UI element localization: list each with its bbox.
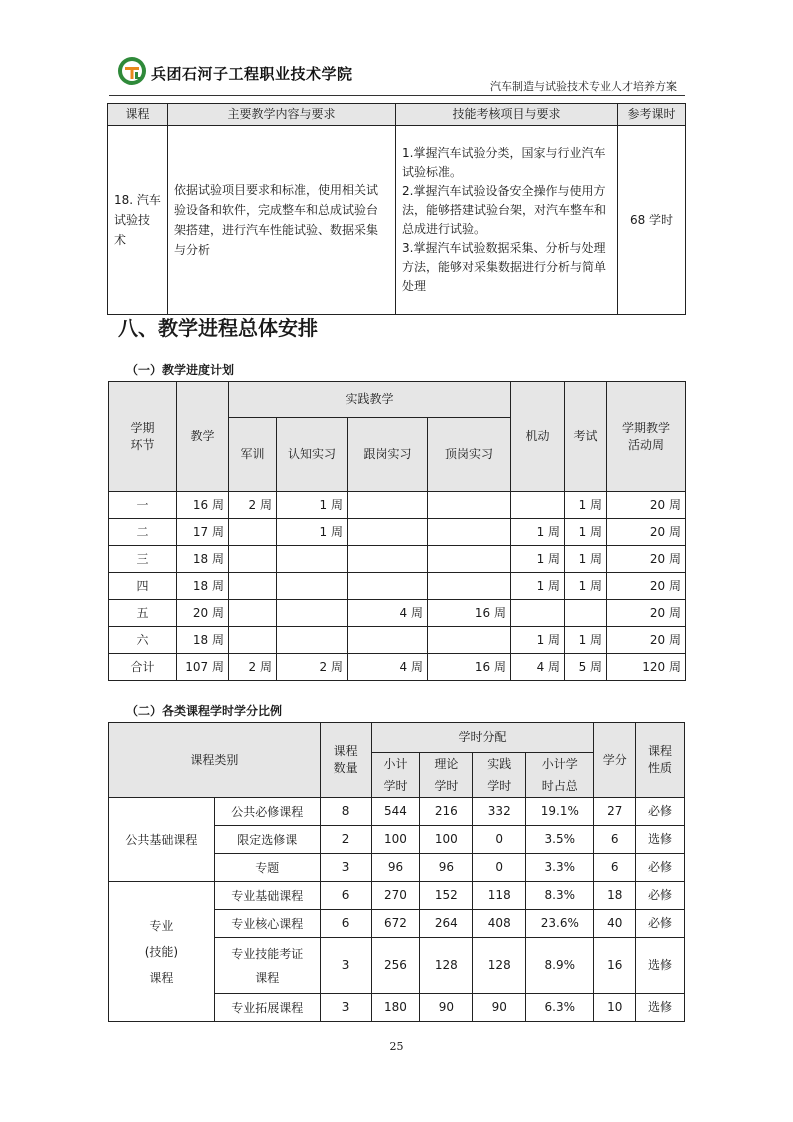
header-flex: 机动 [511,382,565,492]
table-cell: 20 周 [607,492,686,519]
header-follow: 跟岗实习 [348,418,428,492]
table-cell [229,546,277,573]
table-row [109,600,686,627]
table-cell: 3 [320,994,371,1022]
table-cell: 16 周 [428,600,511,627]
table-cell: 五 [109,600,177,627]
table-cell: 8.9% [526,938,594,994]
table-cell [511,600,565,627]
header-subtotal: 小计 学时 [371,753,420,798]
table-cell: 90 [420,994,473,1022]
table-cell: 672 [371,910,420,938]
table-cell: 1 周 [565,492,607,519]
table-cell: 一 [109,492,177,519]
table-row [108,126,686,315]
table-cell: 必修 [636,910,685,938]
table-cell: 四 [109,573,177,600]
table-cell: 8.3% [526,882,594,910]
header-practice-hours: 实践 学时 [473,753,526,798]
table-cell: 1 周 [277,519,348,546]
header-cell: 课程 [108,104,168,126]
table-cell: 6.3% [526,994,594,1022]
table-cell: 40 [594,910,636,938]
table-cell: 二 [109,519,177,546]
table-row [109,627,686,654]
course-hours: 68 学时 [618,126,686,315]
table-cell [428,519,511,546]
table-cell: 合计 [109,654,177,681]
header-category: 课程类别 [109,723,321,798]
table-cell: 2 周 [229,654,277,681]
header-practice: 实践教学 [229,382,511,418]
table-cell [229,600,277,627]
table-cell [277,573,348,600]
table-cell: 专业拓展课程 [214,994,320,1022]
table-cell: 0 [473,854,526,882]
table-cell: 1 周 [511,519,565,546]
table-cell: 16 [594,938,636,994]
header-teaching: 教学 [177,382,229,492]
table-cell: 96 [371,854,420,882]
table-row [109,573,686,600]
table-cell: 100 [371,826,420,854]
table-cell: 必修 [636,882,685,910]
table-cell: 1 周 [565,573,607,600]
table-cell: 4 周 [348,654,428,681]
table-cell: 6 [320,910,371,938]
table-cell: 4 周 [511,654,565,681]
table-cell [428,627,511,654]
page-number: 25 [389,1040,404,1053]
table-cell: 544 [371,798,420,826]
table-cell: 17 周 [177,519,229,546]
table-cell: 3 [320,938,371,994]
table-cell: 96 [420,854,473,882]
table-cell: 23.6% [526,910,594,938]
table-cell: 264 [420,910,473,938]
table-cell: 1 周 [565,546,607,573]
header-credit: 学分 [594,723,636,798]
header-theory: 理论 学时 [420,753,473,798]
header-cell: 技能考核项目与要求 [396,104,618,126]
table-cell [348,519,428,546]
table-cell: 0 [473,826,526,854]
header-ratio: 小计学 时占总 [526,753,594,798]
table-cell: 120 周 [607,654,686,681]
table-cell [229,627,277,654]
table-cell: 1 周 [511,627,565,654]
table-cell [229,519,277,546]
table-cell: 118 [473,882,526,910]
table-cell [277,600,348,627]
schedule-body [109,492,686,681]
table-cell: 256 [371,938,420,994]
credit-table [108,722,685,1022]
table-cell [428,546,511,573]
table-cell: 6 [320,882,371,910]
table-cell: 332 [473,798,526,826]
subsection-title: （一）教学进度计划 [126,363,235,377]
table-cell: 18 [594,882,636,910]
table-cell: 408 [473,910,526,938]
table-cell: 公共必修课程 [214,798,320,826]
table-cell: 20 周 [607,519,686,546]
header-term: 学期 环节 [109,382,177,492]
table-cell [348,573,428,600]
table-cell: 18 周 [177,573,229,600]
table-cell: 1 周 [565,519,607,546]
table-cell: 专业基础课程 [214,882,320,910]
table-cell: 152 [420,882,473,910]
table-cell [348,627,428,654]
table-cell: 1 周 [565,627,607,654]
category-group: 公共基础课程 [109,798,215,882]
table-cell: 1 周 [511,546,565,573]
school-name: 兵团石河子工程职业技术学院 [151,65,353,83]
table-cell: 3.5% [526,826,594,854]
table-cell: 2 [320,826,371,854]
table-cell [277,546,348,573]
table-cell: 20 周 [607,546,686,573]
table-cell [565,600,607,627]
table-cell: 18 周 [177,546,229,573]
table-row [109,654,686,681]
table-cell: 4 周 [348,600,428,627]
page-header [109,54,685,96]
course-table [107,103,686,315]
table-row [109,546,686,573]
school-logo-icon [117,56,147,86]
table-cell: 限定选修课 [214,826,320,854]
table-cell: 90 [473,994,526,1022]
table-cell [348,546,428,573]
table-cell: 10 [594,994,636,1022]
section-title: 八、教学进程总体安排 [118,316,318,340]
table-cell: 专业技能考证 课程 [214,938,320,994]
header-cell: 参考课时 [618,104,686,126]
table-cell: 180 [371,994,420,1022]
table-cell: 20 周 [607,600,686,627]
table-cell: 3 [320,854,371,882]
header-military: 军训 [229,418,277,492]
header-weeks: 学期教学 活动周 [607,382,686,492]
table-cell: 必修 [636,798,685,826]
table-cell: 必修 [636,854,685,882]
credit-body [109,798,685,1022]
header-count: 课程 数量 [320,723,371,798]
header-dist: 学时分配 [371,723,594,753]
header-exam: 考试 [565,382,607,492]
course-content: 依据试验项目要求和标准，使用相关试验设备和软件，完成整车和总成试验台架搭建，进行汽车性能试验、数据采集与分析 [168,126,396,315]
table-cell: 5 周 [565,654,607,681]
table-row [109,798,685,826]
table-cell: 216 [420,798,473,826]
table-cell: 16 周 [177,492,229,519]
table-cell: 20 周 [607,573,686,600]
table-cell: 选修 [636,994,685,1022]
course-name: 18. 汽车试验技术 [108,126,168,315]
table-cell: 100 [420,826,473,854]
table-cell: 18 周 [177,627,229,654]
header-nature: 课程 性质 [636,723,685,798]
table-cell [229,573,277,600]
table-row [109,882,685,910]
table-header-row [108,104,686,126]
table-cell [277,627,348,654]
table-cell: 20 周 [177,600,229,627]
header-cell: 主要教学内容与要求 [168,104,396,126]
table-cell [428,492,511,519]
table-cell: 128 [473,938,526,994]
course-skills: 1.掌握汽车试验分类，国家与行业汽车试验标准。 2.掌握汽车试验设备安全操作与使用方法，能够搭建试验台架，对汽车整车和总成进行试验。 3.掌握汽车试验数据采集、分析与处理方法，能够对采集数据进行分析与简单处理 [396,126,618,315]
schedule-table [108,381,686,681]
table-cell [428,573,511,600]
table-row [109,519,686,546]
table-cell: 2 周 [229,492,277,519]
table-cell [511,492,565,519]
table-cell: 选修 [636,826,685,854]
table-cell: 16 周 [428,654,511,681]
table-cell: 六 [109,627,177,654]
table-cell: 20 周 [607,627,686,654]
table-cell: 107 周 [177,654,229,681]
table-cell: 专题 [214,854,320,882]
table-cell: 3.3% [526,854,594,882]
header-cognition: 认知实习 [277,418,348,492]
table-cell: 27 [594,798,636,826]
category-group: 专业 (技能) 课程 [109,882,215,1022]
table-cell: 选修 [636,938,685,994]
table-cell: 2 周 [277,654,348,681]
header-top: 顶岗实习 [428,418,511,492]
document-title: 汽车制造与试验技术专业人才培养方案 [490,80,677,93]
subsection-title: （二）各类课程学时学分比例 [126,704,283,718]
table-cell: 专业核心课程 [214,910,320,938]
table-cell: 三 [109,546,177,573]
table-cell: 8 [320,798,371,826]
table-row [109,492,686,519]
table-cell: 270 [371,882,420,910]
table-cell: 1 周 [277,492,348,519]
table-cell: 1 周 [511,573,565,600]
table-cell [348,492,428,519]
table-cell: 6 [594,826,636,854]
table-cell: 19.1% [526,798,594,826]
table-cell: 128 [420,938,473,994]
table-cell: 6 [594,854,636,882]
